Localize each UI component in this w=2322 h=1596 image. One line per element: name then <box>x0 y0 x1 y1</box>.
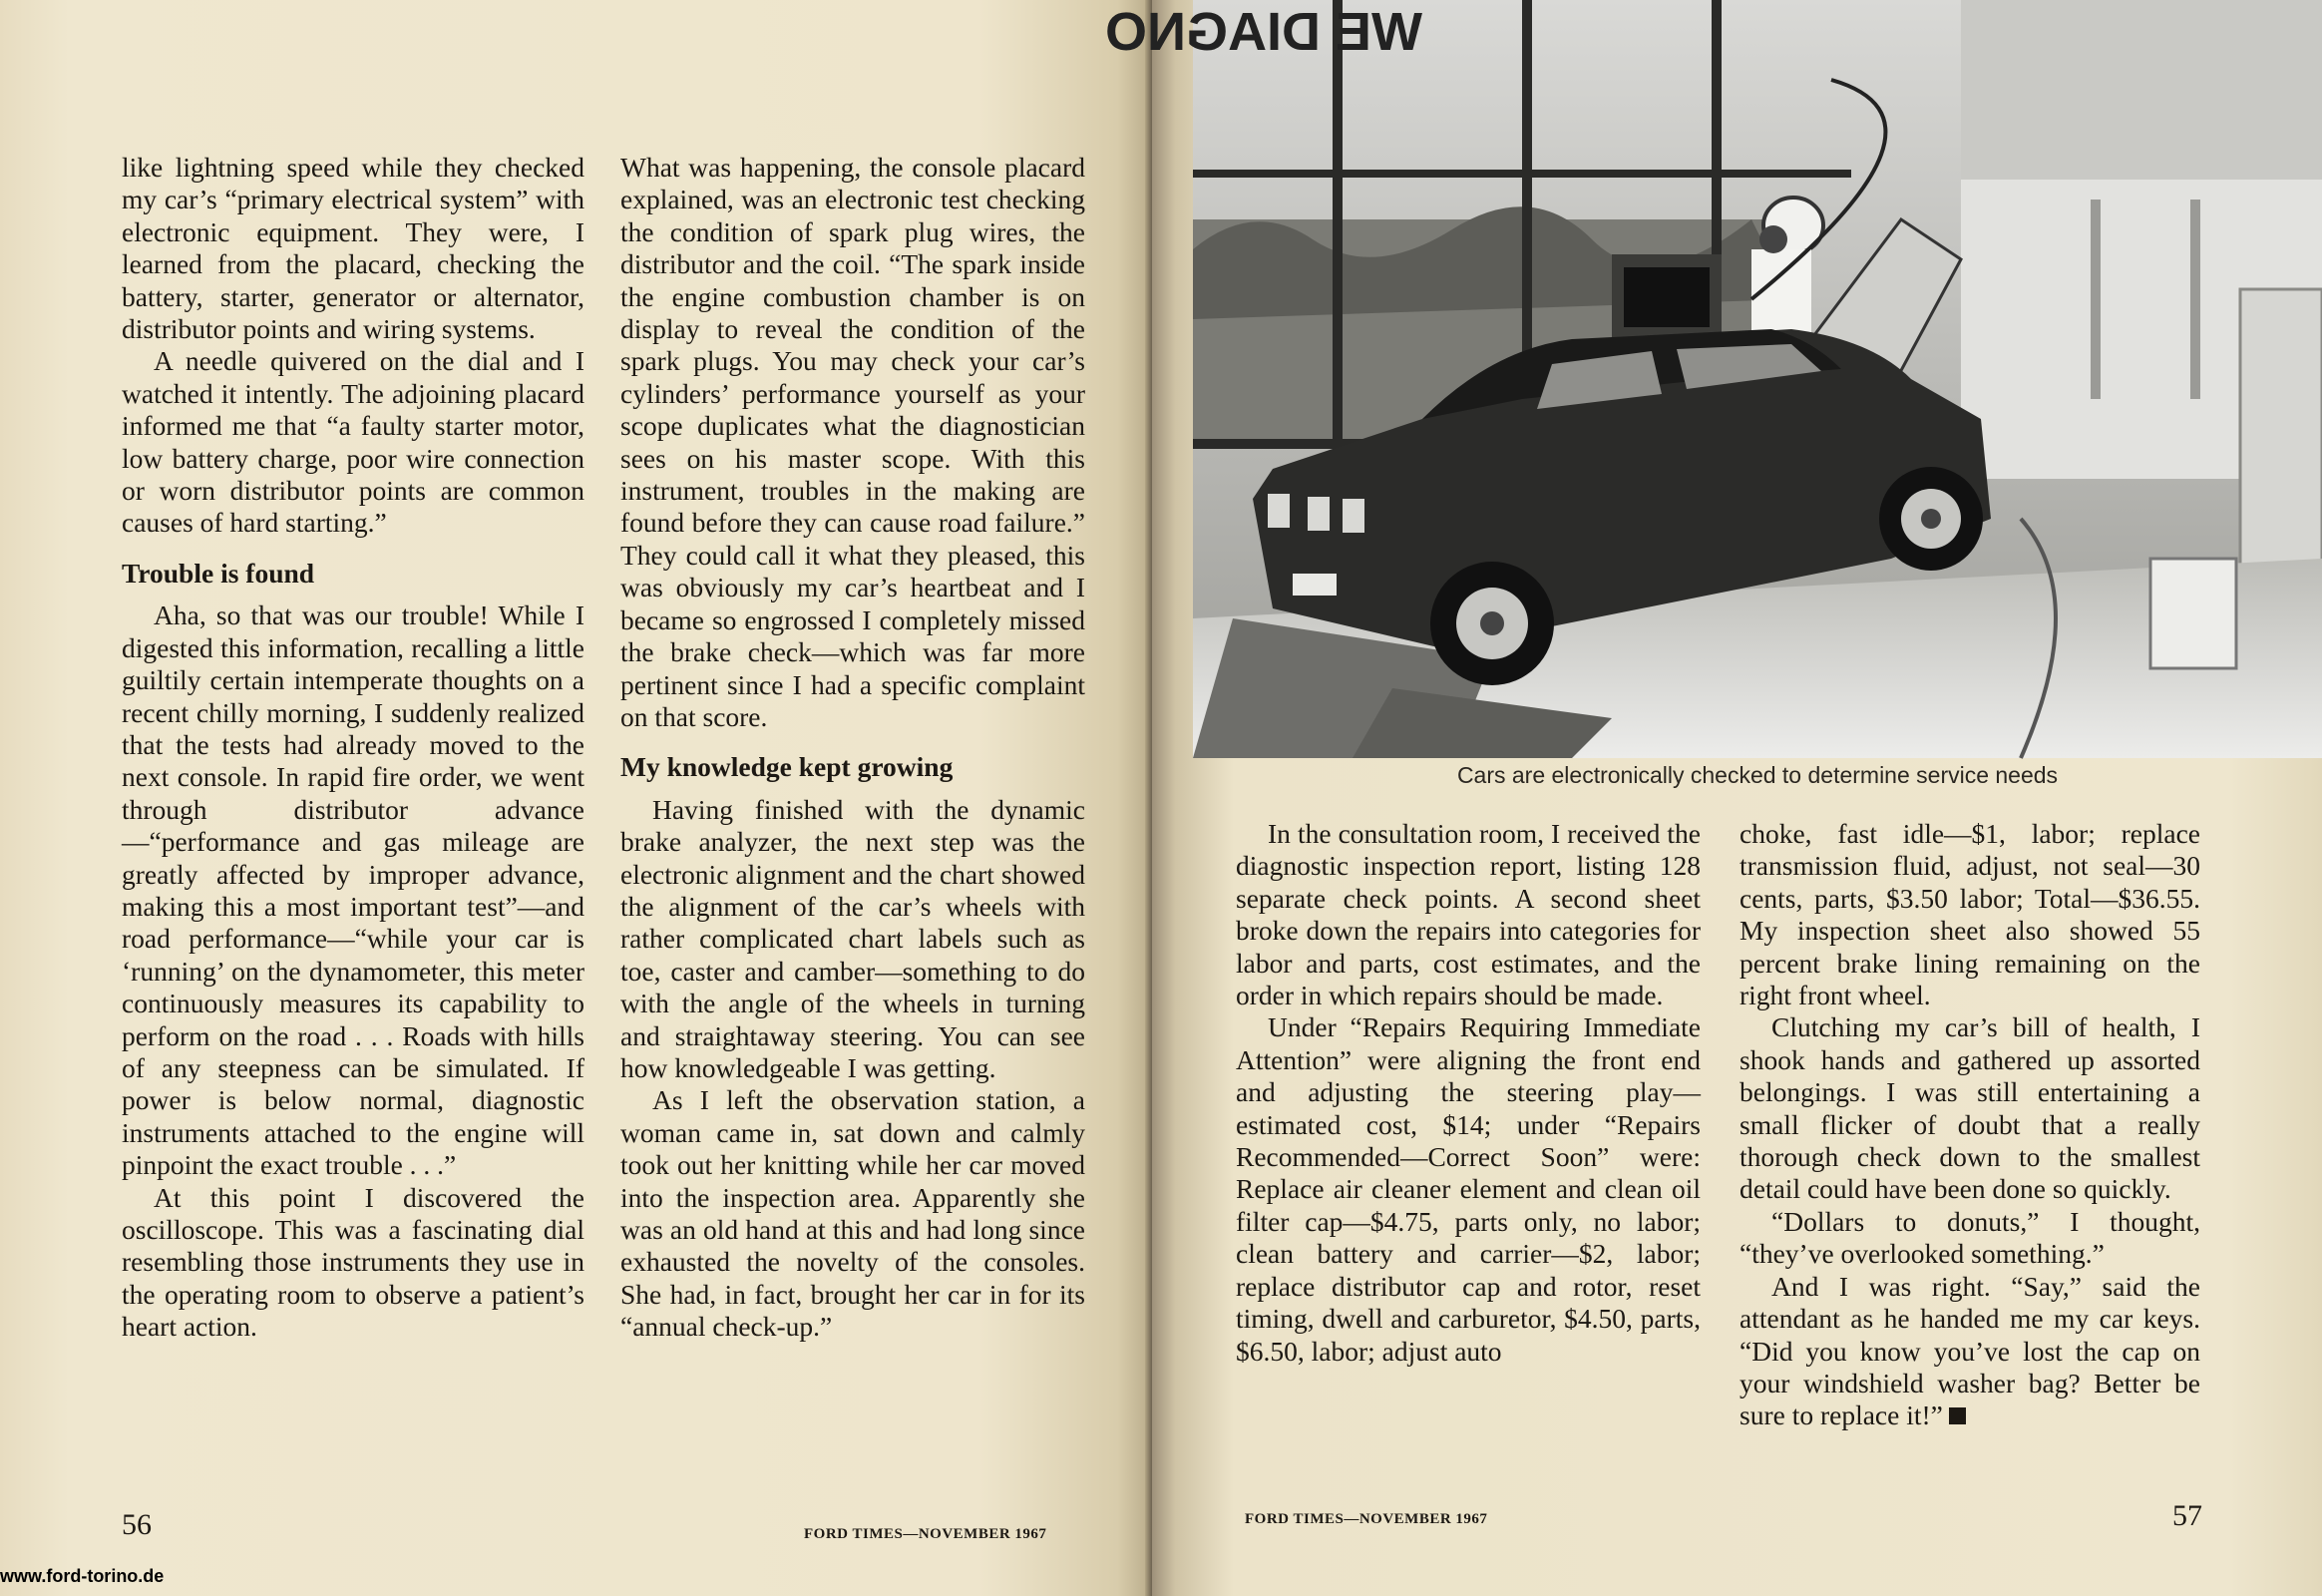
paragraph: choke, fast idle—$1, labor; replace transmission fluid, adjust, not seal—30 cents, parts, $3.50 labor; Total—$36.55. My inspection sheet also showed 55 percent brake lining remaining on the right front wheel. <box>1740 818 2200 1011</box>
paragraph: “Dollars to donuts,” I thought, “they’ve overlooked something.” <box>1740 1205 2200 1270</box>
garage-photo <box>1105 0 2322 758</box>
end-of-article-mark <box>1949 1407 1966 1424</box>
paragraph <box>1740 1271 2200 1432</box>
paragraph: Aha, so that was our trouble! While I digested this information, recalling a little guiltily certain intemperate thoughts on a recent chilly morning, I suddenly realized that the tests had already moved to the next console. In rapid fire order, we went through distributor advance —“performance and gas mileage are greatly affected by improper advance, making this a most important test”—and road performance—“while your car is ‘running’ on the dynamometer, this meter continuously measures its capability to perform on the road . . . Roads with hills of any steepness can be simulated. If power is below normal, diagnostic instruments attached to the engine will pinpoint the exact trouble . . .” <box>122 599 584 1181</box>
page-number: 57 <box>2172 1499 2202 1532</box>
left-column-1 <box>122 152 584 1344</box>
right-column-1 <box>1236 818 1701 1368</box>
section-heading: My knowledge kept growing <box>620 751 954 783</box>
window-sign-text: WE DIAGNO <box>1105 2 1422 62</box>
paragraph: As I left the observation station, a woman came in, sat down and calmly took out her knitting while her car moved into the inspection area. Apparently she was an old hand at this and had long since exhausted the novelty of the consoles. She had, in fact, brought her car in for its “annual check-up.” <box>620 1084 1085 1343</box>
paragraph: At this point I discovered the oscilloscope. This was a fascinating dial resembling those instruments they use in the operating room to observe a patient’s heart action. <box>122 1181 584 1343</box>
paragraph: What was happening, the console placard explained, was an electronic test checking the condition of spark plug wires, the distributor and the coil. “The spark inside the engine combustion chamber is on display to reveal the condition of the spark plugs. You may check your car’s cylinders’ performance yourself as your scope duplicates what the diagnostician sees on his master scope. With this instrument, troubles in the making are found before they can cause road failure.” They could call it what they pleased, this was obviously my car’s heartbeat and I became so engrossed I completely missed the brake check—which was far more pertinent since I had a specific complaint on that score. <box>620 152 1085 732</box>
photo-caption: Cars are electronically checked to determine service needs <box>1456 762 2059 788</box>
section-heading: Trouble is found <box>122 557 315 589</box>
paragraph: Having finished with the dynamic brake analyzer, the next step was the electronic alignment and the chart showed the alignment of the car’s wheels with rather complicated chart labels such as toe, caster and camber—something to do with the angle of the wheels in turning and straightaway steering. You can see how knowledgeable I was getting. <box>620 793 1085 1083</box>
paragraph: In the consultation room, I received the diagnostic inspection report, listing 128 separate check points. A second sheet broke down the repairs into categories for labor and parts, cost estimates, and the order in which repairs should be made. <box>1236 818 1701 1011</box>
paragraph: Under “Repairs Requiring Immediate Attention” were aligning the front end and adjusting the steering play—estimated cost, $14; under “Repairs Recommended—Correct Soon” were: Replace air cleaner element and clean oil filter cap—$4.75, parts only, no labor; clean battery and carrier—$2, labor; replace distributor cap and rotor, reset timing, dwell and carburetor, $4.50, parts, $6.50, labor; adjust auto <box>1236 1011 1701 1367</box>
left-column-2 <box>620 152 1085 1344</box>
running-footer: FORD TIMES—NOVEMBER 1967 <box>1245 1511 1488 1527</box>
running-footer: FORD TIMES—NOVEMBER 1967 <box>804 1526 1047 1542</box>
watermark-url: www.ford-torino.de <box>0 1566 165 1586</box>
car-diagnostic-photo <box>1105 0 2322 758</box>
page-number: 56 <box>122 1508 152 1541</box>
paragraph: like lightning speed while they checked my car’s “primary electrical system” with electronic equipment. They were, I learned from the placard, checking the battery, starter, generator or alternator, distributor points and wiring systems. <box>122 152 584 345</box>
right-column-2 <box>1740 818 2200 1432</box>
paragraph: A needle quivered on the dial and I watched it intently. The adjoining placard informed me that “a faulty starter motor, low battery charge, poor wire connection or worn distributor points are common causes of hard starting.” <box>122 345 584 539</box>
paragraph-text: And I was right. “Say,” said the attendant as he handed me my car keys. “Did you know you’ve lost the cap on your windshield washer bag? Better be sure to replace it!” <box>1740 1270 2200 1431</box>
paragraph: Clutching my car’s bill of health, I shook hands and gathered up assorted belongings. I was still entertaining a small flicker of doubt that a really thorough check down to the smallest detail could have been done so quickly. <box>1740 1011 2200 1205</box>
